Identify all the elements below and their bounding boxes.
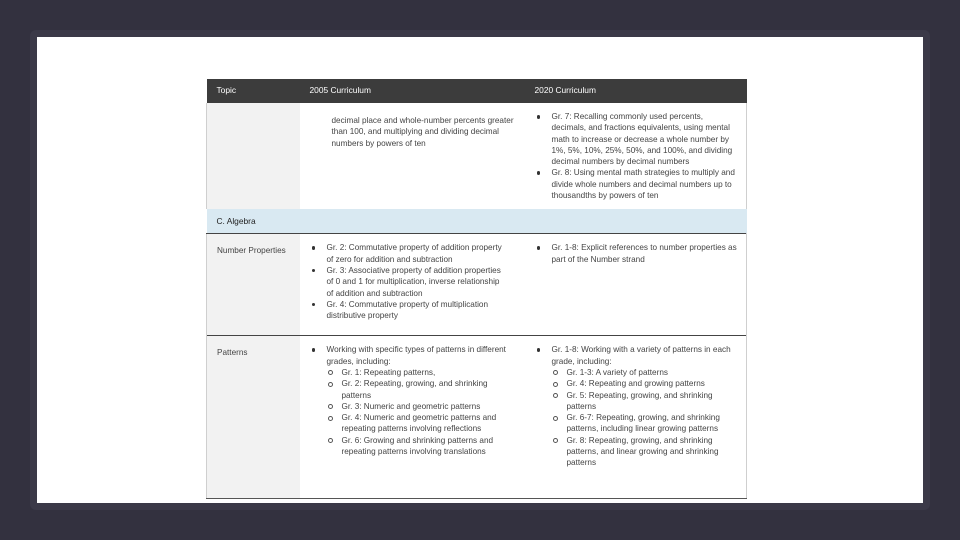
list-item: Gr. 4: Commutative property of multiplication distributive property xyxy=(310,299,509,322)
sub-list-item: Gr. 8: Repeating, growing, and shrinking patterns, and linear growing and shrinking patterns xyxy=(552,435,739,469)
cell-2005 xyxy=(300,234,517,336)
sub-list-item: Gr. 2: Repeating, growing, and shrinking patterns xyxy=(327,378,509,401)
table-row xyxy=(207,336,747,499)
header-2020: 2020 Curriculum xyxy=(517,79,747,103)
header-2005: 2005 Curriculum xyxy=(300,79,517,103)
sub-list-item: Gr. 1: Repeating patterns, xyxy=(327,367,509,378)
list-item xyxy=(310,344,509,457)
sub-list-item: Gr. 4: Numeric and geometric patterns and repeating patterns involving reflections xyxy=(327,412,509,435)
sub-list-item: Gr. 3: Numeric and geometric patterns xyxy=(327,401,509,412)
sub-list-item: Gr. 4: Repeating and growing patterns xyxy=(552,378,739,389)
cell-2020 xyxy=(517,103,747,209)
header-topic: Topic xyxy=(207,79,300,103)
sub-list-item: Gr. 6: Growing and shrinking patterns and repeating patterns involving translations xyxy=(327,435,509,458)
cell-2005 xyxy=(300,336,517,499)
topic-cell: Patterns xyxy=(207,336,300,499)
sub-list-item: Gr. 6-7: Repeating, growing, and shrinking patterns, including linear growing patterns xyxy=(552,412,739,435)
table-header-row xyxy=(207,79,747,103)
sub-list-item: Gr. 5: Repeating, growing, and shrinking patterns xyxy=(552,390,739,413)
list-item: Gr. 2: Commutative property of addition property of zero for addition and subtraction xyxy=(310,242,509,265)
list-item: Gr. 1-8: Explicit references to number properties as part of the Number strand xyxy=(535,242,739,265)
list-item: Gr. 3: Associative property of addition properties of 0 and 1 for multiplication, inverse relationship of addition and subtraction xyxy=(310,265,509,299)
curriculum-table xyxy=(206,79,747,499)
topic-cell xyxy=(207,103,300,209)
list-item: Gr. 8: Using mental math strategies to multiply and divide whole numbers and decimal numbers up to thousandths by powers of ten xyxy=(535,167,739,201)
cell-text: decimal place and whole-number percents greater than 100, and multiplying and dividing decimal numbers by powers of ten xyxy=(331,116,514,148)
section-title: C. Algebra xyxy=(207,209,747,234)
topic-cell: Number Properties xyxy=(207,234,300,336)
slide xyxy=(37,37,923,503)
list-item: Gr. 7: Recalling commonly used percents, decimals, and fractions equivalents, using mental math to increase or decrease a whole number by 1%, 5%, 10%, 25%, 50%, and 100%, and dividing decimal numbers by decimal numbers xyxy=(535,111,739,167)
sub-list-item: Gr. 1-3: A variety of patterns xyxy=(552,367,739,378)
cell-2020 xyxy=(517,234,747,336)
list-intro: Gr. 1-8: Working with a variety of patterns in each grade, including: xyxy=(551,345,731,366)
section-row xyxy=(207,209,747,234)
table-row xyxy=(207,234,747,336)
cell-2020 xyxy=(517,336,747,499)
table-row xyxy=(207,103,747,209)
list-item xyxy=(535,344,739,468)
cell-2005 xyxy=(300,103,517,209)
list-intro: Working with specific types of patterns in different grades, including: xyxy=(326,345,506,366)
